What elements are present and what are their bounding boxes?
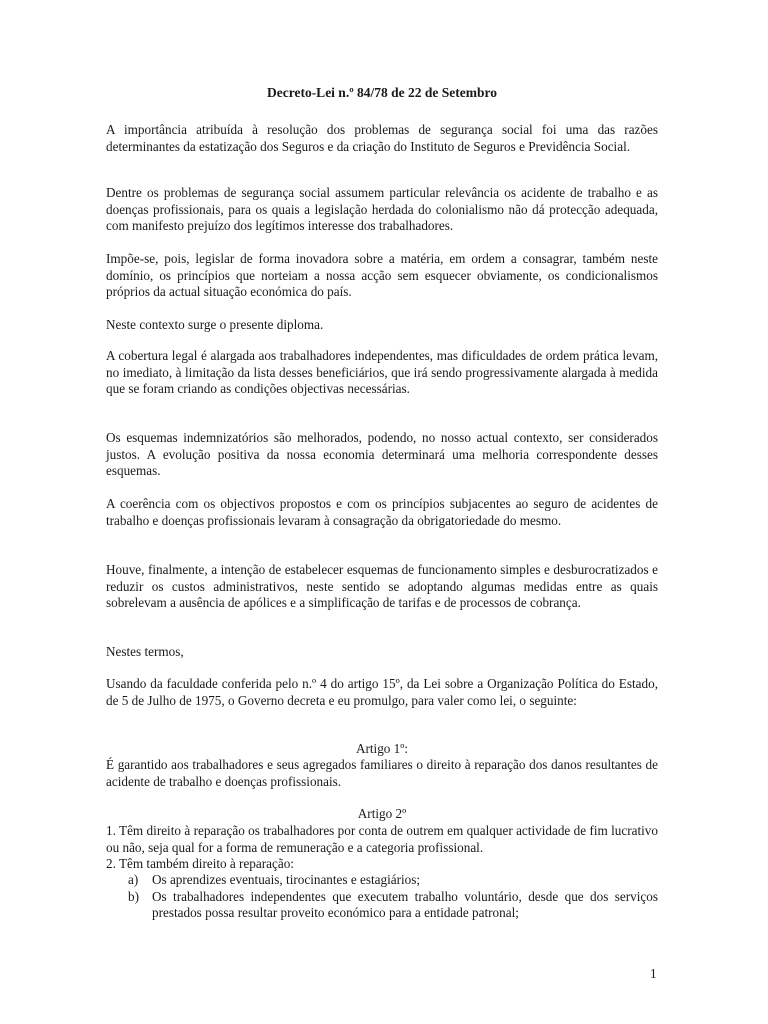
artigo-2-item-2: 2. Têm também direito à reparação: — [106, 856, 294, 871]
paragraph-2: Dentre os problemas de segurança social assumem particular relevância os acidente de trabalho e as doenças profissionais, para os quais a legislação herdada do colonialismo não dá protecção adequada, com manifesto prejuízo dos legítimos interesse dos trabalhadores. — [106, 185, 658, 233]
list-item — [106, 889, 658, 922]
paragraph-1: A importância atribuída à resolução dos problemas de segurança social foi uma das razões determinantes da estatização dos Seguros e da criação do Instituto de Seguros e Previdência Social. — [106, 122, 658, 154]
list-item-text: Os aprendizes eventuais, tirocinantes e estagiários; — [152, 872, 421, 887]
paragraph-10: Usando da faculdade conferida pelo n.º 4 do artigo 15º, da Lei sobre a Organização Política do Estado, de 5 de Julho de 1975, o Governo decreta e eu promulgo, para valer como lei, o seguinte: — [106, 676, 658, 708]
list-item — [106, 872, 658, 889]
paragraph-9: Nestes termos, — [106, 644, 184, 659]
artigo-1-heading: Artigo 1º: — [355, 741, 409, 756]
artigo-2-item-1: 1. Têm direito à reparação os trabalhadores por conta de outrem em qualquer actividade de fim lucrativo ou não, seja qual for a forma de remuneração e a categoria profissional. — [106, 823, 658, 855]
list-item-text: Os trabalhadores independentes que executem trabalho voluntário, desde que dos serviços prestados possa resultar proveito económico para a entidade patronal; — [152, 888, 658, 920]
paragraph-7: A coerência com os objectivos propostos e com os princípios subjacentes ao seguro de acidentes de trabalho e doenças profissionais levaram à consagração da obrigatoriedade do mesmo. — [106, 496, 658, 528]
page-number: 1 — [650, 966, 657, 981]
paragraph-6: Os esquemas indemnizatórios são melhorados, podendo, no nosso actual contexto, ser considerados justos. A evolução positiva da nossa economia determinará uma melhoria correspondente desses esquemas. — [106, 430, 658, 478]
paragraph-4: Neste contexto surge o presente diploma. — [106, 317, 324, 332]
paragraph-5: A cobertura legal é alargada aos trabalhadores independentes, mas dificuldades de ordem prática levam, no imediato, à limitação da lista desses beneficiários, que irá sendo progressivamente alargada à medida que se foram criando as condições objectivas necessárias. — [106, 348, 658, 396]
artigo-1-text: É garantido aos trabalhadores e seus agregados familiares o direito à reparação dos danos resultantes de acidente de trabalho e doenças profissionais. — [106, 757, 658, 789]
list-marker: a) — [128, 872, 139, 887]
list-marker: b) — [128, 888, 139, 904]
artigo-2-heading: Artigo 2º — [357, 806, 407, 821]
document-title: Decreto-Lei n.º 84/78 de 22 de Setembro — [266, 85, 498, 100]
artigo-2-subitems — [106, 872, 658, 922]
paragraph-8: Houve, finalmente, a intenção de estabelecer esquemas de funcionamento simples e desburocratizados e reduzir os custos administrativos, neste sentido se adoptando algumas medidas entre as quais sobrelevam a ausência de apólices e a simplificação de tarifas e de processos de cobrança. — [106, 562, 658, 610]
paragraph-3: Impõe-se, pois, legislar de forma inovadora sobre a matéria, em ordem a consagrar, também neste domínio, os princípios que norteiam a nossa acção sem esquecer obviamente, os condicionalismos próprios da actual situação económica do país. — [106, 251, 658, 299]
